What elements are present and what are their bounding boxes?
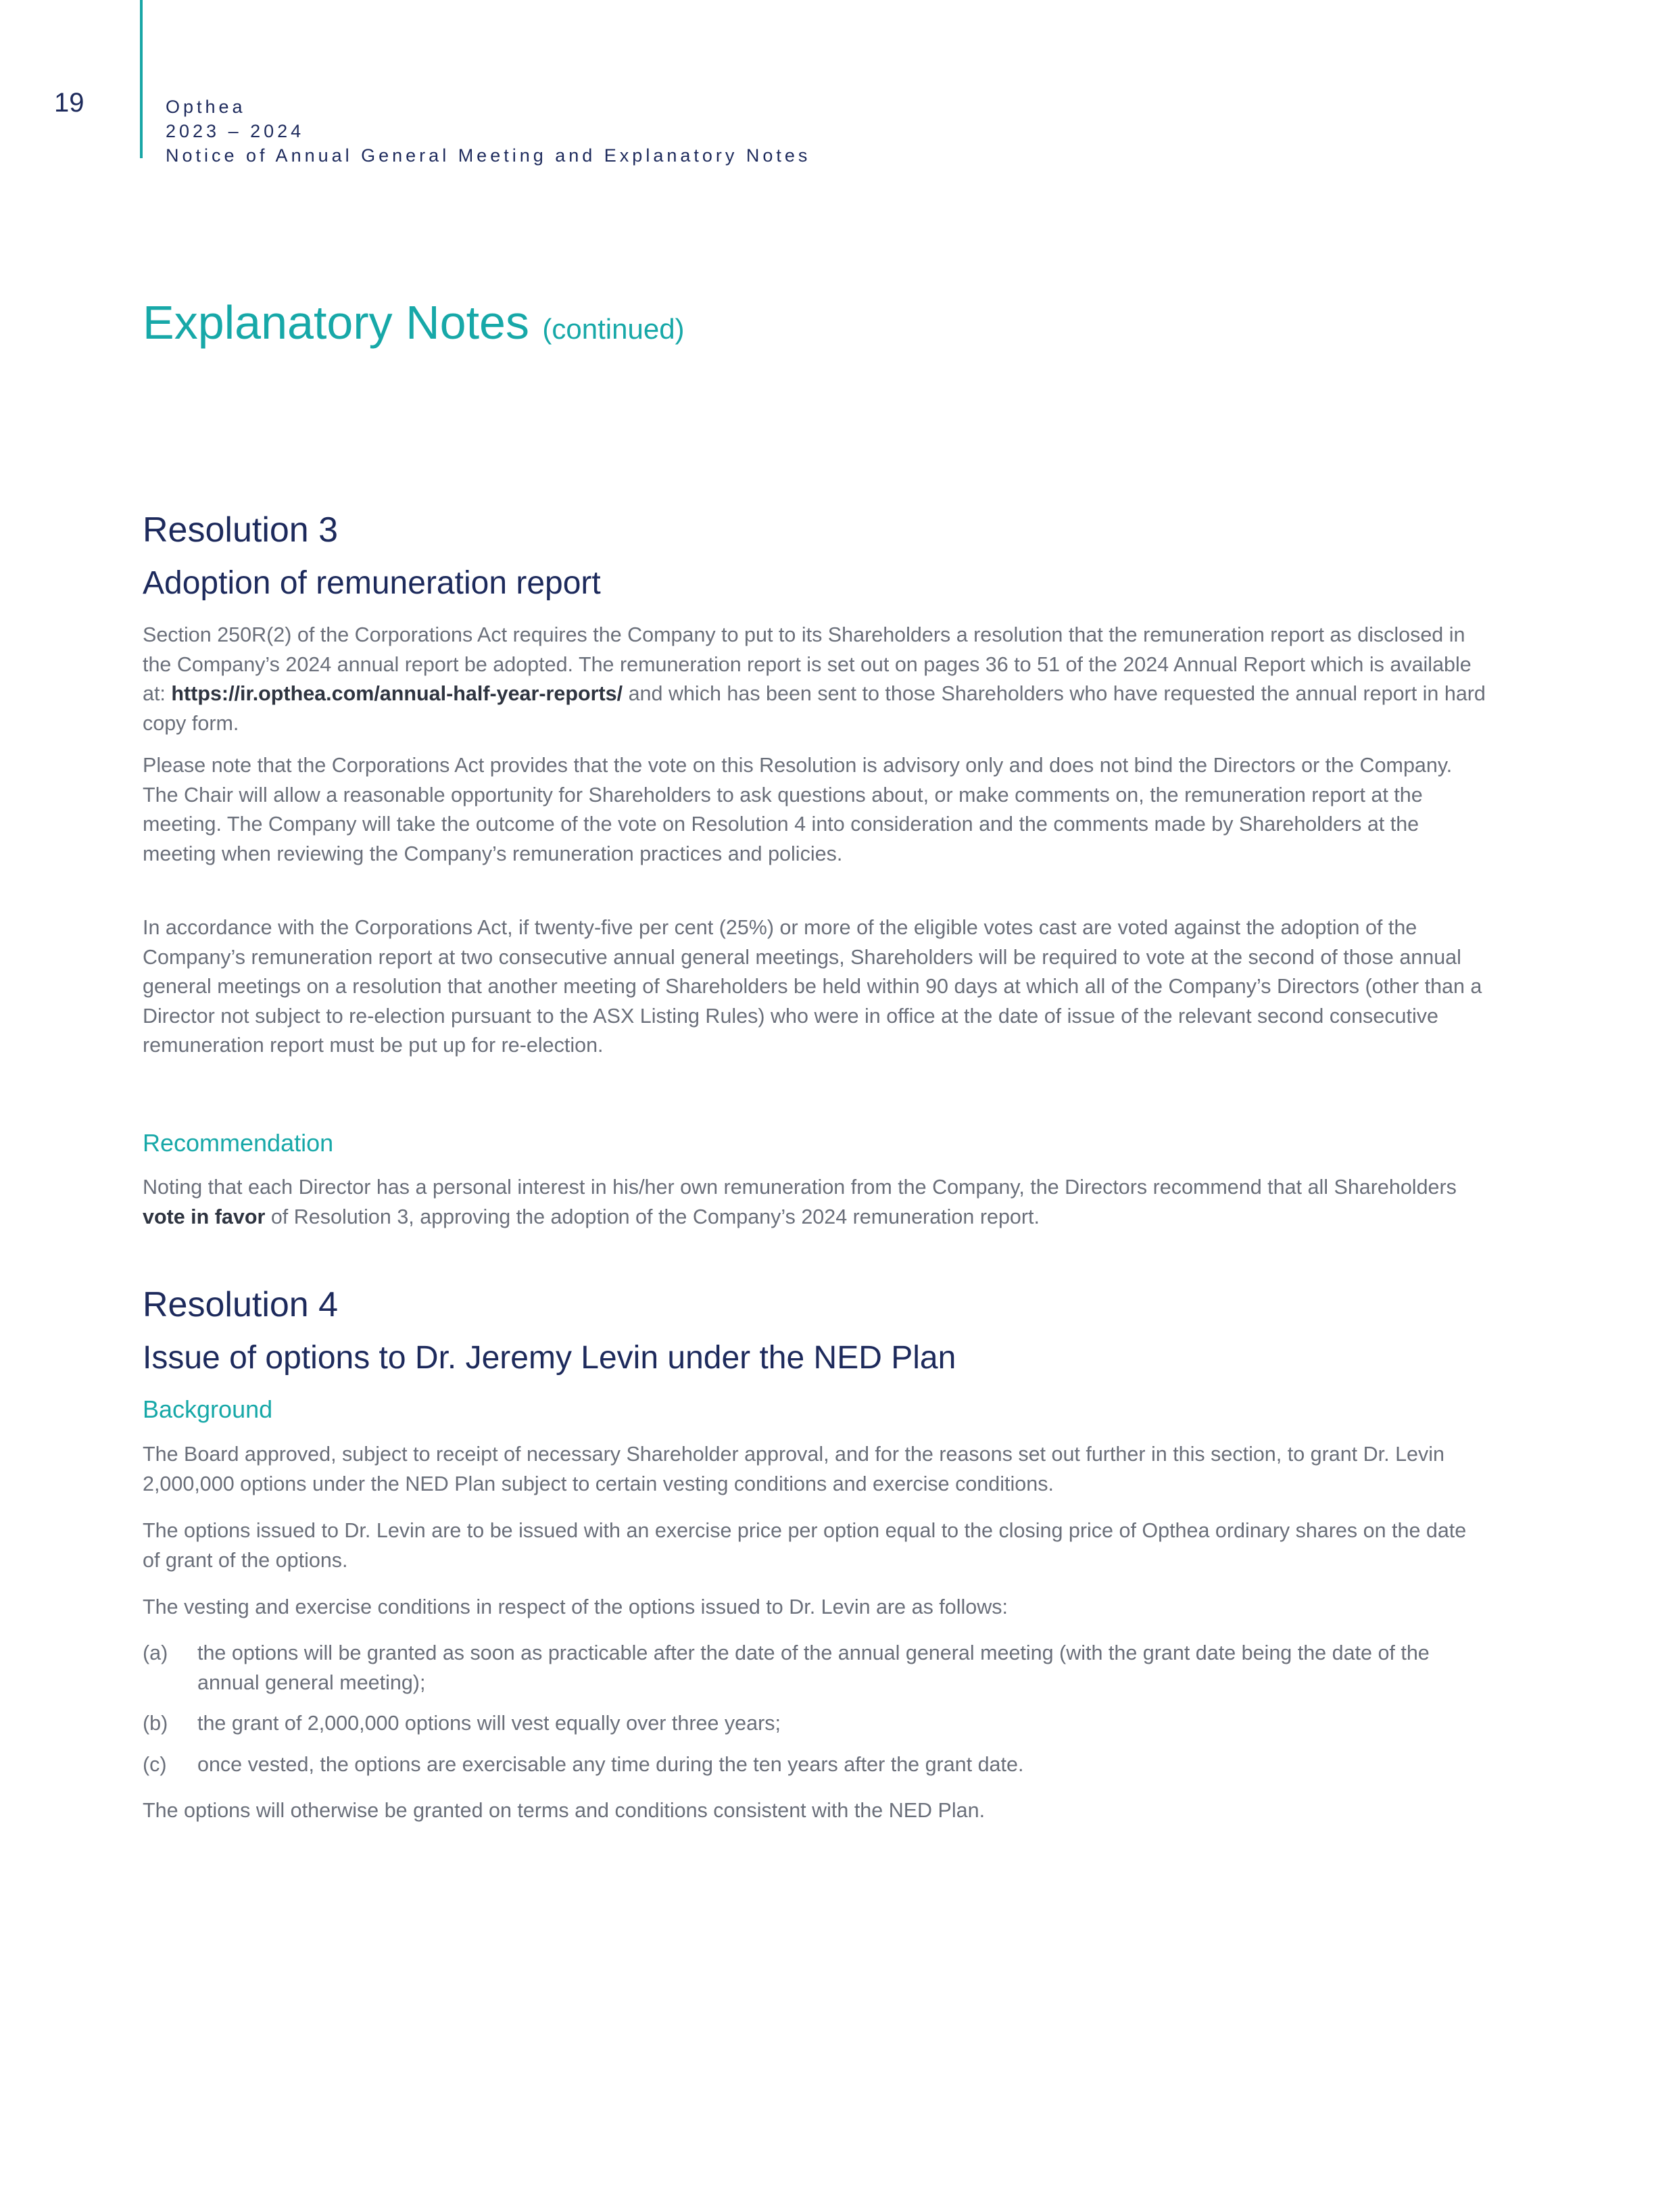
resolution-4-heading: Resolution 4 [143,1285,339,1324]
header-divider [140,0,143,158]
document-title: Notice of Annual General Meeting and Explanatory Notes [166,145,811,166]
list-item-label: (c) [143,1753,167,1776]
list-item-text: once vested, the options are exercisable any time during the ten years after the grant date. [197,1753,1024,1776]
list-item [143,1709,1488,1739]
recommendation-heading: Recommendation [143,1129,334,1157]
annual-report-link[interactable]: https://ir.opthea.com/annual-half-year-reports/ [171,682,623,705]
resolution-3-heading: Resolution 3 [143,510,339,550]
list-item [143,1639,1488,1698]
list-item-text: the grant of 2,000,000 options will vest equally over three years; [197,1712,781,1735]
page-number: 19 [54,88,84,118]
company-name: Opthea [166,97,246,117]
list-item-text: the options will be granted as soon as practicable after the date of the annual general meeting (with the grant date being the date of the annual general meeting); [197,1641,1430,1694]
resolution-4-paragraph-4: The options will otherwise be granted on terms and conditions consistent with the NED Plan. [143,1799,986,1822]
resolution-3-paragraph-2: Please note that the Corporations Act provides that the vote on this Resolution is advisory only and does not bind the Directors or the Company. The Chair will allow a reasonable opportunity for Shareholders to ask questions about, or make comments on, the remuneration report at the meeting. The Company will take the outcome of the vote on Resolution 4 into consideration and the comments made by Shareholders at the meeting when reviewing the Company’s remuneration practices and policies. [143,754,1453,865]
resolution-4-paragraph-1: The Board approved, subject to receipt of necessary Shareholder approval, and for the reasons set out further in this section, to grant Dr. Levin 2,000,000 options under the NED Plan subject to certain vesting conditions and exercise conditions. [143,1443,1444,1495]
resolution-3-paragraph-1 [143,621,1488,738]
background-heading: Background [143,1395,273,1423]
page-title-main: Explanatory Notes [143,296,529,349]
resolution-4-paragraph-3: The vesting and exercise conditions in respect of the options issued to Dr. Levin are as follows: [143,1595,1008,1618]
resolution-4-paragraph-2: The options issued to Dr. Levin are to be issued with an exercise price per option equal to the closing price of Opthea ordinary shares on the date of grant of the options. [143,1519,1467,1572]
text-run: Noting that each Director has a personal interest in his/her own remuneration from the Company, the Directors recommend that all Shareholders [143,1176,1457,1199]
text-run: and which has been sent to those Shareholders who have requested the annual report in hard copy form. [143,682,1486,735]
resolution-3-paragraph-3: In accordance with the Corporations Act, if twenty-five per cent (25%) or more of the eligible votes cast are voted against the adoption of the Company’s remuneration report at two consecutive annual general meetings, Shareholders will be required to vote at the second of those annual general meetings on a resolution that another meeting of Shareholders be held within 90 days at which all of the Company’s Directors (other than a Director not subject to re-election pursuant to the ASX Listing Rules) who were in office at the date of issue of the relevant second consecutive remuneration report must be put up for re-election. [143,916,1482,1057]
page-title-suffix: (continued) [542,313,685,345]
list-item-label: (a) [143,1641,168,1664]
resolution-4-subheading: Issue of options to Dr. Jeremy Levin under the NED Plan [143,1340,956,1376]
list-item [143,1750,1488,1780]
recommendation-paragraph [143,1173,1488,1232]
page-title [143,296,685,349]
text-run: Section 250R(2) of the Corporations Act requires the Company to put to its Shareholders a resolution that the remuneration report as disclosed in the Company’s 2024 annual report be adopted. The remuneration report is set out on pages 36 to 51 of the 2024 Annual Report which is available at: [143,623,1472,705]
running-header [166,95,810,168]
text-run: of Resolution 3, approving the adoption of the Company’s 2024 remuneration report. [265,1205,1040,1228]
list-item-label: (b) [143,1712,168,1735]
report-years: 2023 – 2024 [166,121,305,141]
vote-in-favor-emphasis: vote in favor [143,1205,266,1228]
resolution-3-subheading: Adoption of remuneration report [143,565,601,601]
